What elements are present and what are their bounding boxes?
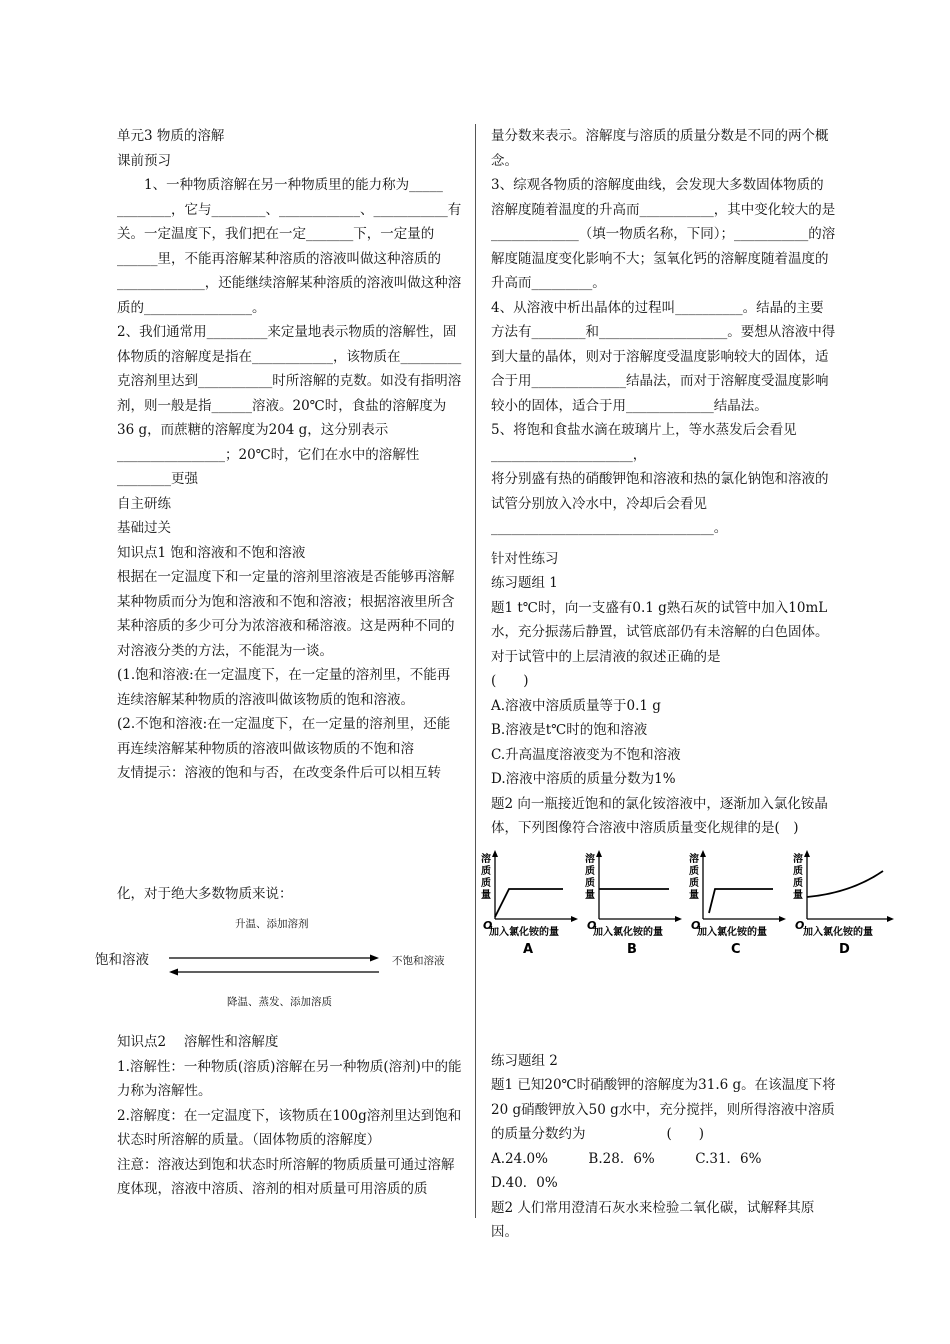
graph-c-letter: C	[731, 941, 741, 957]
self-study-heading: 自主研练	[117, 495, 171, 512]
graph-b-ylabel-3: 质	[585, 877, 595, 889]
practice-heading: 针对性练习	[491, 550, 559, 567]
question-3: 3、综观各物质的溶解度曲线，会发现大多数固体物质的溶解度随着温度的升高而___________，其中变化较大的是_____________（填一物质名称，下同）；___________的溶解度随温度变化影响不大；氢氧化钙的溶解度随着温度的升高而_________。	[491, 177, 836, 291]
left-column	[95, 124, 463, 1202]
graph-c-ylabel-4: 量	[689, 889, 699, 901]
cycle-right-label: 不饱和溶液	[392, 955, 445, 967]
knowledge-point-1-item-2: (2.不饱和溶液:在一定温度下，在一定量的溶剂里，还能再连续溶解某种物质的溶液叫做该物质的不饱和溶	[117, 716, 451, 757]
knowledge-point-2-item-2: 2.溶解度：在一定温度下，该物质在100g溶剂里达到饱和状态时所溶解的质量。（固体物质的溶解度）	[117, 1107, 462, 1148]
graph-d-letter: D	[839, 941, 850, 957]
exercise-group-2: 练习题组 2	[491, 1052, 558, 1069]
basic-heading: 基础过关	[117, 520, 171, 536]
graph-d-ylabel-3: 质	[793, 877, 803, 889]
knowledge-point-2-title: 知识点2 溶解性和溶解度	[117, 1034, 279, 1050]
graph-c-y-arrow	[700, 850, 706, 857]
graph-d-curve	[807, 871, 883, 897]
friendly-tip-cont: 化，对于绝大多数物质来说：	[117, 885, 293, 902]
knowledge-point-2-note: 注意：溶液达到饱和状态时所溶解的物质质量可通过溶解度体现，溶液中溶质、溶剂的相对质量可用溶质的质	[117, 1156, 455, 1197]
graph-a-xlabel: 加入氯化铵的量	[489, 926, 559, 938]
arrow-right-head	[370, 955, 379, 962]
graph-a	[479, 849, 579, 959]
exercise-1-option-d: D.溶液中溶质的质量分数为1%	[491, 771, 676, 787]
graph-a-ylabel-3: 质	[481, 877, 491, 889]
knowledge-point-2-item-1: 1.溶解性：一种物质(溶质)溶解在另一种物质(溶剂)中的能力称为溶解性。	[117, 1058, 462, 1099]
graph-b-origin: O	[587, 918, 597, 932]
question-4: 4、从溶液中析出晶体的过程叫__________。结晶的主要方法有________和___________________。要想从溶液中得到大量的晶体，则对于溶解度受温度影响较大的固体，适合于用______________结晶法，而对于溶解度受温度影响较小的固体，适合于用_____________结晶法。	[491, 299, 836, 414]
preview-title: 课前预习	[117, 152, 171, 169]
graph-d-ylabel-2: 质	[793, 865, 803, 877]
exercise-1-option-c: C.升高温度溶液变为不饱和溶液	[491, 746, 681, 763]
graph-c-ylabel-2: 质	[689, 865, 699, 877]
friendly-tip: 友情提示：溶液的饱和与否，在改变条件后可以相互转	[117, 765, 441, 781]
question-2: 2、我们通常用_________来定量地表示物质的溶解性，固体物质的溶解度是指在____________，该物质在_________克溶剂里达到___________时所溶解的克数。如没有指明溶剂，则一般是指______溶液。20℃时，食盐的溶解度为36 g，而蔗糖的溶解度为204 g，这分别表示________________；20℃时，它们在水中的溶解性________更强	[117, 324, 462, 487]
graph-d-y-arrow	[804, 850, 810, 857]
graph-a-letter: A	[523, 941, 534, 957]
graph-c-xlabel: 加入氯化铵的量	[697, 926, 767, 938]
graph-d-ylabel-4: 量	[793, 889, 803, 901]
graph-c-ylabel-3: 质	[689, 877, 699, 889]
group-2-question-1-options: A.24.0% B.28．6% C.31．6% D.40．0%	[491, 1150, 802, 1191]
column-divider	[475, 124, 476, 1218]
cycle-arrows	[167, 952, 382, 978]
graph-d	[791, 849, 901, 959]
question-5: 5、将饱和食盐水滴在玻璃片上，等水蒸发后会看见_____________________，	[491, 422, 797, 463]
knowledge-point-1-item-1: (1.饱和溶液:在一定温度下，在一定量的溶剂里，不能再连续溶解某种物质的溶液叫做该物质的饱和溶液。	[117, 667, 451, 708]
graph-a-ylabel-1: 溶	[481, 853, 491, 865]
graph-a-curve	[495, 889, 563, 917]
knowledge-point-1-text: 根据在一定温度下和一定量的溶剂里溶液是否能够再溶解某种物质而分为饱和溶液和不饱和溶液；根据溶液里所含某种溶质的多少可分为浓溶液和稀溶液。这是两种不同的对溶液分类的方法，不能混为一谈。	[117, 569, 455, 659]
saturation-cycle-diagram	[95, 908, 463, 1016]
cycle-top-label: 升温、添加溶剂	[235, 918, 309, 930]
exercise-1-question: 题1 t℃时，向一支盛有0.1 g熟石灰的试管中加入10mL水，充分振荡后静置，试管底部仍有未溶解的白色固体。对于试管中的上层清液的叙述正确的是 ( )	[491, 599, 842, 689]
cycle-left-label: 饱和溶液	[95, 952, 149, 968]
graph-d-xlabel: 加入氯化铵的量	[803, 926, 873, 938]
graph-a-x-arrow	[571, 916, 578, 922]
cycle-bottom-label: 降温、蒸发、添加溶质	[227, 996, 332, 1008]
graph-b-ylabel-4: 量	[585, 889, 595, 901]
exercise-1-option-a: A.溶液中溶质质量等于0.1 g	[491, 697, 661, 714]
graph-b	[583, 849, 683, 959]
exercise-2-question: 题2 向一瓶接近饱和的氯化铵溶液中，逐渐加入氯化铵晶体，下列图像符合溶液中溶质质量变化规律的是( )	[491, 795, 828, 836]
unit-title: 单元3 物质的溶解	[117, 128, 225, 144]
group-2-question-2: 题2 人们常用澄清石灰水来检验二氧化碳，试解释其原因。	[491, 1199, 815, 1240]
graph-c	[687, 849, 787, 959]
question-5b: 将分别盛有热的硝酸钾饱和溶液和热的氯化钠饱和溶液的试管分别放入冷水中，冷却后会看见_________________________________。	[491, 471, 829, 536]
knowledge-point-1-title: 知识点1 饱和溶液和不饱和溶液	[117, 544, 306, 561]
graph-c-curve	[709, 889, 773, 913]
graph-a-y-arrow	[492, 850, 498, 857]
graph-d-ylabel-1: 溶	[793, 853, 803, 865]
graph-c-ylabel-1: 溶	[689, 853, 699, 865]
graph-a-origin: O	[483, 918, 493, 932]
exercise-1-option-b: B.溶液是t℃时的饱和溶液	[491, 722, 648, 738]
question-1: 1、一种物质溶解在另一种物质里的能力称为_____ ________，它与________、____________、___________有关。一定温度下，我们把在一定_______下，一定量的______里，不能再溶解某种溶质的溶液叫做这种溶质的_____________，还能继续溶解某种溶质的溶液叫做这种溶质的________________。	[117, 177, 462, 316]
graph-b-ylabel-2: 质	[585, 865, 595, 877]
right-column	[481, 124, 873, 1245]
exercise-group-1: 练习题组 1	[491, 575, 558, 591]
graph-b-ylabel-1: 溶	[585, 853, 595, 865]
graph-c-origin: O	[691, 918, 701, 932]
graph-d-origin: O	[795, 918, 805, 932]
group-2-question-1: 题1 已知20℃时硝酸钾的溶解度为31.6 g。在该温度下将20 g硝酸钾放入50 g水中，充分搅拌，则所得溶液中溶质的质量分数约为 ( )	[491, 1077, 836, 1142]
continued-text: 量分数来表示。溶解度与溶质的质量分数是不同的两个概念。	[491, 128, 829, 169]
arrow-left-head	[169, 969, 178, 976]
graph-d-x-arrow	[887, 916, 894, 922]
graph-b-x-arrow	[675, 916, 682, 922]
graph-a-ylabel-2: 质	[481, 865, 491, 877]
graph-c-x-arrow	[779, 916, 786, 922]
graph-a-ylabel-4: 量	[481, 889, 491, 901]
graph-b-xlabel: 加入氯化铵的量	[593, 926, 663, 938]
graph-b-letter: B	[627, 941, 637, 957]
solute-mass-graphs	[479, 849, 873, 959]
graph-b-y-arrow	[596, 850, 602, 857]
